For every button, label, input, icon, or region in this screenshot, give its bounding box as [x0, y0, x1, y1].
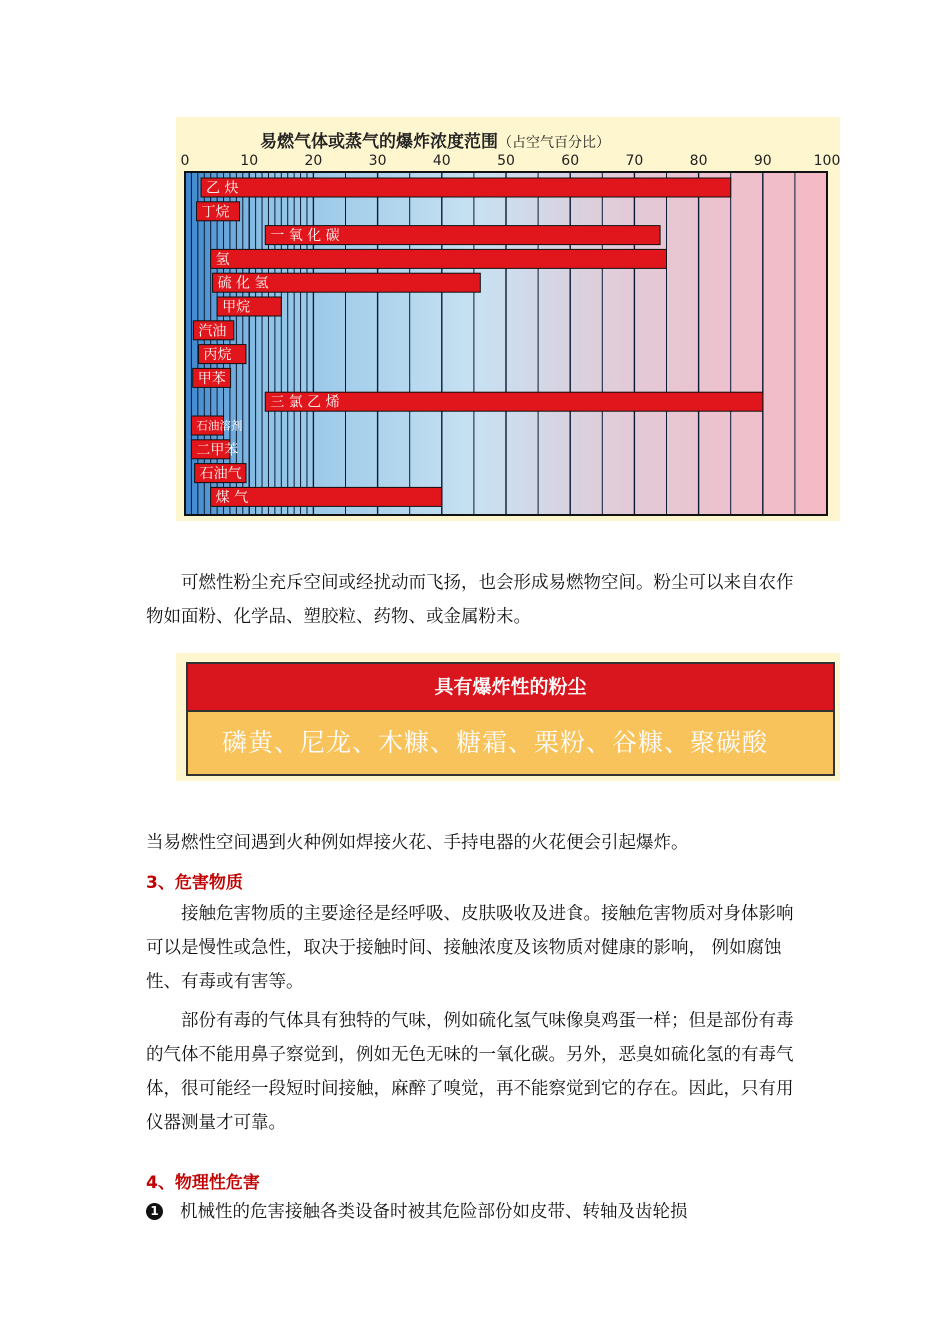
x-tick-label: 100 [813, 153, 840, 169]
range-bar [211, 249, 667, 268]
x-tick-label: 0 [180, 153, 190, 169]
bar-label: 二甲苯 [196, 442, 239, 459]
chart-title [260, 127, 610, 152]
dust-table [186, 662, 835, 776]
paragraph-dust-intro: 可燃性粉尘充斥空间或经扰动而飞扬，也会形成易燃物空间。粉尘可以来自农作物如面粉、化学品、塑胶粒、药物、或金属粉末。 [146, 573, 794, 627]
x-tick-label: 70 [625, 153, 644, 169]
chart-canvas [176, 117, 840, 521]
dust-box-items: 磷黄、尼龙、木糠、糖霜、栗粉、谷糠、聚碳酸 [188, 712, 833, 774]
x-tick-label: 20 [304, 153, 323, 169]
x-tick-label: 40 [432, 153, 451, 169]
bar-label: 三 氯 乙 烯 [270, 394, 340, 411]
bar-label: 石油气 [199, 466, 242, 483]
paragraph-toxic-gas: 部份有毒的气体具有独特的气味，例如硫化氢气味像臭鸡蛋一样；但是部份有毒的气体不能用鼻子察觉到，例如无色无味的一氧化碳。另外，恶臭如硫化氢的有毒气体，很可能经一段短时间接触，麻醉了嗅觉，再不能察觉到它的存在。因此，只有用仪器测量才可靠。 [146, 1011, 794, 1133]
x-tick-label: 50 [497, 153, 515, 169]
bar-label: 氢 [215, 251, 230, 268]
bar-label: 硫 化 氢 [217, 275, 269, 292]
x-tick-label: 10 [240, 153, 259, 169]
explosive-dust-box [176, 653, 840, 781]
bar-label: 丁烷 [201, 204, 230, 221]
section-heading-physical-hazards: 4、物理性危害 [146, 1173, 260, 1193]
range-bar [201, 178, 731, 197]
bar-label: 汽油 [198, 323, 227, 340]
bar-label: 丙烷 [203, 347, 232, 364]
bar-label: 甲烷 [222, 299, 251, 316]
dust-box-title: 具有爆炸性的粉尘 [188, 664, 833, 712]
x-tick-label: 60 [561, 153, 580, 169]
paragraph-ignition: 当易燃性空间遇到火种例如焊接火花、手持电器的火花便会引起爆炸。 [146, 833, 689, 853]
paragraph-exposure-routes: 接触危害物质的主要途径是经呼吸、皮肤吸收及进食。接触危害物质对身体影响可以是慢性或急性，取决于接触时间、接触浓度及该物质对健康的影响， 例如腐蚀性、有毒或有害等。 [146, 904, 794, 992]
bar-label: 乙 炔 [206, 180, 239, 197]
section-heading-hazardous-substances: 3、危害物质 [146, 873, 243, 893]
range-bar [265, 392, 763, 411]
x-tick-label: 30 [368, 153, 387, 169]
bar-label: 石油溶剂 [196, 418, 243, 433]
paragraph-mechanical-hazard: 机械性的危害接触各类设备时被其危险部份如皮带、转轴及齿轮损 [180, 1202, 688, 1222]
numbered-bullet-icon: 1 [146, 1203, 163, 1220]
bar-label: 甲苯 [197, 370, 226, 387]
x-tick-label: 90 [753, 153, 772, 169]
bar-label: 一 氧 化 碳 [270, 228, 340, 245]
bar-label: 煤 气 [215, 489, 249, 506]
chart-subtitle: （占空气百分比） [498, 135, 610, 151]
x-tick-label: 80 [689, 153, 708, 169]
explosive-range-chart [176, 117, 840, 521]
chart-title-text: 易燃气体或蒸气的爆炸浓度范围 [260, 132, 498, 152]
